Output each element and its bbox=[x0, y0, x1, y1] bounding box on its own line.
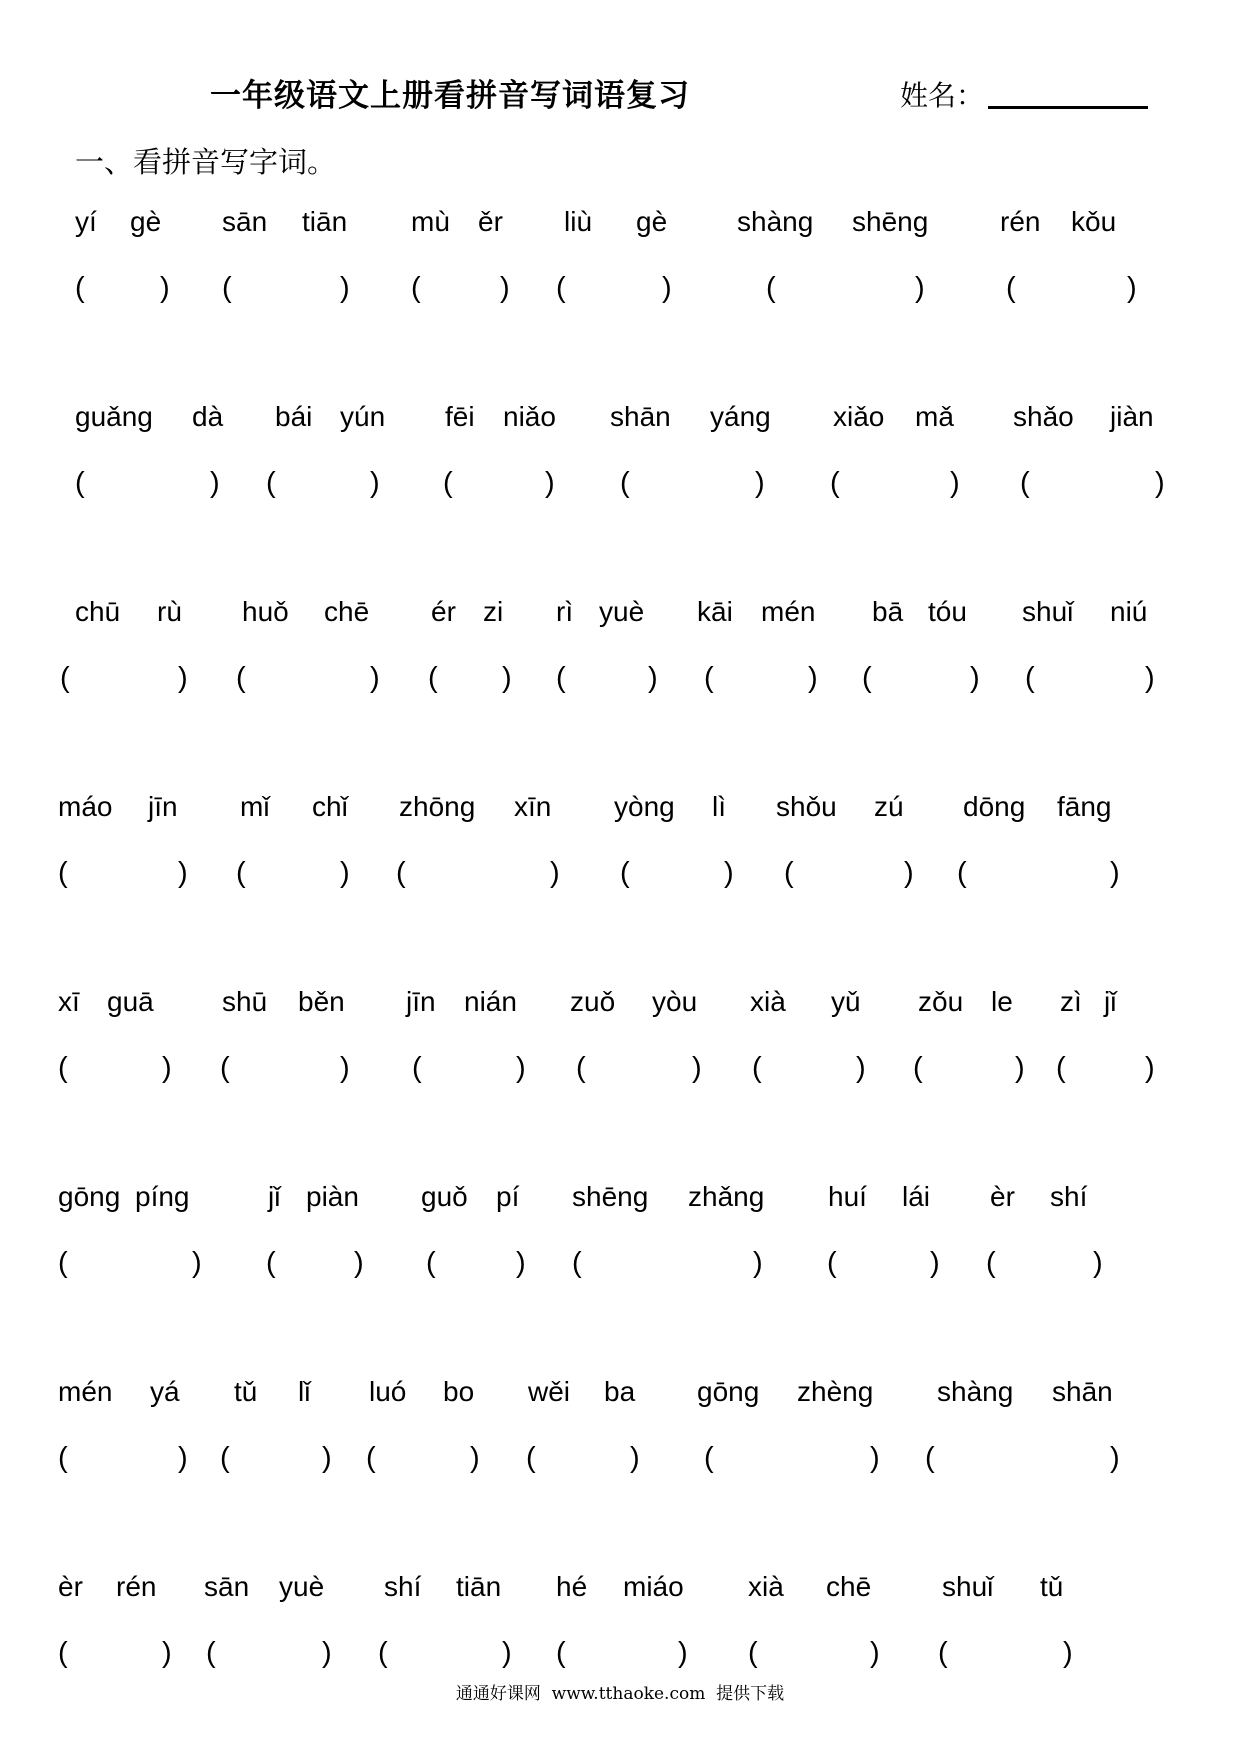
answer-paren-open: ( bbox=[925, 1442, 935, 1474]
answer-paren-close: ) bbox=[502, 662, 512, 694]
answer-paren-open: ( bbox=[206, 1637, 216, 1669]
pinyin-syllable: bái bbox=[275, 401, 313, 432]
pinyin-syllable: yáng bbox=[710, 401, 771, 432]
answer-paren-open: ( bbox=[957, 857, 967, 889]
answer-paren-open: ( bbox=[220, 1052, 230, 1084]
answer-paren-close: ) bbox=[904, 857, 914, 889]
answer-paren-open: ( bbox=[752, 1052, 762, 1084]
pinyin-syllable: chū bbox=[75, 596, 121, 627]
pinyin-syllable: pí bbox=[496, 1181, 520, 1212]
answer-paren-close: ) bbox=[856, 1052, 866, 1084]
pinyin-syllable: lǐ bbox=[298, 1376, 311, 1407]
pinyin-syllable: tǔ bbox=[234, 1376, 258, 1407]
pinyin-syllable: mù bbox=[411, 206, 450, 237]
answer-paren-close: ) bbox=[516, 1052, 526, 1084]
answer-paren-close: ) bbox=[755, 467, 765, 499]
answer-paren-open: ( bbox=[58, 857, 68, 889]
answer-paren-close: ) bbox=[1110, 857, 1120, 889]
answer-paren-open: ( bbox=[411, 272, 421, 304]
pinyin-syllable: tóu bbox=[928, 596, 967, 627]
answer-paren-open: ( bbox=[236, 662, 246, 694]
pinyin-syllable: píng bbox=[135, 1181, 190, 1212]
pinyin-syllable: lái bbox=[902, 1181, 931, 1212]
pinyin-syllable: shēng bbox=[572, 1181, 649, 1212]
pinyin-syllable: xià bbox=[748, 1571, 784, 1602]
pinyin-syllable: sān bbox=[222, 206, 268, 237]
pinyin-syllable: shuǐ bbox=[1022, 596, 1074, 627]
answer-paren-close: ) bbox=[1145, 662, 1155, 694]
answer-paren-close: ) bbox=[1063, 1637, 1073, 1669]
pinyin-syllable: mǐ bbox=[240, 791, 270, 822]
answer-paren-close: ) bbox=[630, 1442, 640, 1474]
pinyin-syllable: yuè bbox=[599, 596, 645, 627]
section-title: 一、看拼音写字词。 bbox=[75, 145, 337, 179]
pinyin-syllable: jǐ bbox=[268, 1181, 281, 1212]
pinyin-syllable: shēng bbox=[852, 206, 929, 237]
answer-paren-open: ( bbox=[396, 857, 406, 889]
pinyin-syllable: dà bbox=[192, 401, 224, 432]
answer-paren-open: ( bbox=[748, 1637, 758, 1669]
answer-paren-open: ( bbox=[443, 467, 453, 499]
pinyin-syllable: piàn bbox=[306, 1181, 359, 1212]
answer-paren-close: ) bbox=[870, 1442, 880, 1474]
pinyin-syllable: èr bbox=[58, 1571, 83, 1602]
pinyin-syllable: zhōng bbox=[399, 791, 476, 822]
answer-paren-open: ( bbox=[913, 1052, 923, 1084]
answer-paren-open: ( bbox=[426, 1247, 436, 1279]
pinyin-syllable: guǎng bbox=[75, 401, 153, 432]
answer-paren-open: ( bbox=[576, 1052, 586, 1084]
pinyin-syllable: nián bbox=[464, 986, 517, 1017]
answer-paren-close: ) bbox=[178, 662, 188, 694]
pinyin-syllable: fēi bbox=[445, 401, 475, 432]
pinyin-syllable: shǎo bbox=[1013, 401, 1074, 432]
answer-paren-open: ( bbox=[412, 1052, 422, 1084]
pinyin-syllable: yòng bbox=[614, 791, 675, 822]
answer-paren-close: ) bbox=[178, 1442, 188, 1474]
pinyin-syllable: tiān bbox=[456, 1571, 502, 1602]
pinyin-syllable: rén bbox=[1000, 206, 1041, 237]
pinyin-syllable: zuǒ bbox=[570, 986, 616, 1017]
pinyin-syllable: huǒ bbox=[242, 596, 289, 627]
answer-paren-open: ( bbox=[58, 1052, 68, 1084]
pinyin-syllable: rì bbox=[556, 596, 574, 627]
answer-paren-open: ( bbox=[938, 1637, 948, 1669]
answer-paren-close: ) bbox=[500, 272, 510, 304]
answer-paren-open: ( bbox=[556, 662, 566, 694]
pinyin-syllable: mén bbox=[761, 596, 816, 627]
name-blank-line[interactable] bbox=[988, 106, 1148, 109]
pinyin-syllable: dōng bbox=[963, 791, 1026, 822]
answer-paren-close: ) bbox=[930, 1247, 940, 1279]
pinyin-syllable: jiàn bbox=[1110, 401, 1154, 432]
answer-paren-open: ( bbox=[378, 1637, 388, 1669]
answer-paren-close: ) bbox=[354, 1247, 364, 1279]
pinyin-syllable: chǐ bbox=[312, 791, 348, 822]
pinyin-syllable: xià bbox=[750, 986, 786, 1017]
answer-paren-close: ) bbox=[160, 272, 170, 304]
answer-paren-close: ) bbox=[340, 272, 350, 304]
answer-paren-close: ) bbox=[550, 857, 560, 889]
page-title: 一年级语文上册看拼音写词语复习 bbox=[210, 78, 690, 114]
pinyin-syllable: zì bbox=[1060, 986, 1082, 1017]
answer-paren-open: ( bbox=[75, 467, 85, 499]
pinyin-syllable: bā bbox=[872, 596, 904, 627]
pinyin-syllable: yuè bbox=[279, 1571, 325, 1602]
pinyin-syllable: ěr bbox=[478, 206, 503, 237]
answer-paren-open: ( bbox=[620, 857, 630, 889]
pinyin-syllable: niú bbox=[1110, 596, 1148, 627]
pinyin-syllable: mǎ bbox=[915, 401, 954, 432]
answer-paren-close: ) bbox=[753, 1247, 763, 1279]
answer-paren-close: ) bbox=[648, 662, 658, 694]
answer-paren-close: ) bbox=[1145, 1052, 1155, 1084]
name-label: 姓名： bbox=[900, 79, 985, 112]
answer-paren-open: ( bbox=[556, 272, 566, 304]
pinyin-syllable: shí bbox=[384, 1571, 422, 1602]
pinyin-syllable: xī bbox=[58, 986, 80, 1017]
pinyin-syllable: jīn bbox=[406, 986, 436, 1017]
pinyin-syllable: hé bbox=[556, 1571, 588, 1602]
pinyin-syllable: shān bbox=[1052, 1376, 1113, 1407]
answer-paren-open: ( bbox=[986, 1247, 996, 1279]
pinyin-syllable: èr bbox=[990, 1181, 1015, 1212]
pinyin-syllable: sān bbox=[204, 1571, 250, 1602]
answer-paren-open: ( bbox=[428, 662, 438, 694]
answer-paren-close: ) bbox=[724, 857, 734, 889]
answer-paren-open: ( bbox=[620, 467, 630, 499]
pinyin-syllable: gōng bbox=[58, 1181, 121, 1212]
answer-paren-close: ) bbox=[662, 272, 672, 304]
pinyin-syllable: luó bbox=[369, 1376, 407, 1407]
pinyin-syllable: zhèng bbox=[797, 1376, 874, 1407]
answer-paren-open: ( bbox=[830, 467, 840, 499]
pinyin-syllable: zi bbox=[483, 596, 504, 627]
pinyin-syllable: gōng bbox=[697, 1376, 760, 1407]
pinyin-syllable: gè bbox=[636, 206, 668, 237]
answer-paren-close: ) bbox=[178, 857, 188, 889]
pinyin-syllable: guǒ bbox=[421, 1181, 468, 1212]
pinyin-syllable: kāi bbox=[697, 596, 733, 627]
answer-paren-open: ( bbox=[862, 662, 872, 694]
pinyin-syllable: tiān bbox=[302, 206, 348, 237]
pinyin-syllable: liù bbox=[564, 206, 593, 237]
pinyin-syllable: yí bbox=[75, 206, 97, 237]
pinyin-syllable: shuǐ bbox=[942, 1571, 994, 1602]
answer-paren-open: ( bbox=[58, 1247, 68, 1279]
answer-paren-open: ( bbox=[266, 1247, 276, 1279]
answer-paren-close: ) bbox=[322, 1637, 332, 1669]
pinyin-syllable: zhǎng bbox=[688, 1181, 765, 1212]
pinyin-syllable: niǎo bbox=[503, 401, 556, 432]
answer-paren-close: ) bbox=[692, 1052, 702, 1084]
answer-paren-close: ) bbox=[502, 1637, 512, 1669]
answer-paren-close: ) bbox=[870, 1637, 880, 1669]
pinyin-syllable: le bbox=[991, 986, 1013, 1017]
pinyin-syllable: jǐ bbox=[1104, 986, 1117, 1017]
pinyin-syllable: chē bbox=[826, 1571, 872, 1602]
answer-paren-open: ( bbox=[526, 1442, 536, 1474]
pinyin-syllable: tǔ bbox=[1040, 1571, 1064, 1602]
pinyin-syllable: shàng bbox=[737, 206, 814, 237]
pinyin-syllable: miáo bbox=[623, 1571, 684, 1602]
pinyin-syllable: máo bbox=[58, 791, 113, 822]
answer-paren-open: ( bbox=[1020, 467, 1030, 499]
pinyin-syllable: chē bbox=[324, 596, 370, 627]
answer-paren-close: ) bbox=[1015, 1052, 1025, 1084]
answer-paren-close: ) bbox=[1155, 467, 1165, 499]
answer-paren-close: ) bbox=[516, 1247, 526, 1279]
pinyin-syllable: ér bbox=[431, 596, 456, 627]
answer-paren-open: ( bbox=[236, 857, 246, 889]
pinyin-syllable: shí bbox=[1050, 1181, 1088, 1212]
answer-paren-open: ( bbox=[58, 1442, 68, 1474]
pinyin-syllable: rén bbox=[116, 1571, 157, 1602]
answer-paren-open: ( bbox=[60, 662, 70, 694]
answer-paren-open: ( bbox=[827, 1247, 837, 1279]
answer-paren-close: ) bbox=[545, 467, 555, 499]
answer-paren-open: ( bbox=[58, 1637, 68, 1669]
footer-source: 通通好课网 www.tthaoke.com 提供下载 bbox=[455, 1684, 785, 1704]
pinyin-syllable: jīn bbox=[148, 791, 178, 822]
answer-paren-close: ) bbox=[1127, 272, 1137, 304]
answer-paren-open: ( bbox=[75, 272, 85, 304]
pinyin-syllable: yá bbox=[150, 1376, 180, 1407]
pinyin-syllable: mén bbox=[58, 1376, 113, 1407]
pinyin-syllable: kǒu bbox=[1071, 206, 1117, 237]
answer-paren-close: ) bbox=[1093, 1247, 1103, 1279]
pinyin-syllable: yǔ bbox=[831, 986, 861, 1017]
pinyin-syllable: běn bbox=[298, 986, 345, 1017]
pinyin-syllable: yòu bbox=[652, 986, 698, 1017]
pinyin-syllable: zú bbox=[874, 791, 904, 822]
pinyin-syllable: gè bbox=[130, 206, 162, 237]
answer-paren-open: ( bbox=[572, 1247, 582, 1279]
answer-paren-open: ( bbox=[556, 1637, 566, 1669]
answer-paren-close: ) bbox=[370, 467, 380, 499]
answer-paren-close: ) bbox=[340, 857, 350, 889]
answer-paren-open: ( bbox=[704, 662, 714, 694]
answer-paren-open: ( bbox=[1056, 1052, 1066, 1084]
answer-paren-close: ) bbox=[370, 662, 380, 694]
answer-paren-close: ) bbox=[162, 1637, 172, 1669]
answer-paren-open: ( bbox=[766, 272, 776, 304]
pinyin-syllable: shàng bbox=[937, 1376, 1014, 1407]
answer-paren-close: ) bbox=[340, 1052, 350, 1084]
pinyin-syllable: zǒu bbox=[918, 986, 964, 1017]
answer-paren-open: ( bbox=[1006, 272, 1016, 304]
answer-paren-open: ( bbox=[222, 272, 232, 304]
pinyin-syllable: shān bbox=[610, 401, 671, 432]
answer-paren-open: ( bbox=[366, 1442, 376, 1474]
answer-paren-close: ) bbox=[162, 1052, 172, 1084]
answer-paren-close: ) bbox=[210, 467, 220, 499]
pinyin-syllable: xīn bbox=[514, 791, 552, 822]
pinyin-syllable: bo bbox=[443, 1376, 475, 1407]
answer-paren-close: ) bbox=[950, 467, 960, 499]
answer-paren-open: ( bbox=[1025, 662, 1035, 694]
answer-paren-open: ( bbox=[704, 1442, 714, 1474]
answer-paren-close: ) bbox=[808, 662, 818, 694]
pinyin-syllable: rù bbox=[157, 596, 182, 627]
pinyin-syllable: yún bbox=[340, 401, 386, 432]
answer-paren-close: ) bbox=[1110, 1442, 1120, 1474]
pinyin-syllable: lì bbox=[712, 791, 726, 822]
answer-paren-open: ( bbox=[784, 857, 794, 889]
pinyin-syllable: ba bbox=[604, 1376, 636, 1407]
answer-paren-close: ) bbox=[678, 1637, 688, 1669]
pinyin-syllable: shǒu bbox=[776, 791, 837, 822]
pinyin-syllable: wěi bbox=[528, 1376, 571, 1407]
answer-paren-close: ) bbox=[470, 1442, 480, 1474]
answer-paren-close: ) bbox=[970, 662, 980, 694]
pinyin-syllable: shū bbox=[222, 986, 268, 1017]
pinyin-syllable: huí bbox=[828, 1181, 867, 1212]
pinyin-syllable: fāng bbox=[1057, 791, 1112, 822]
answer-paren-close: ) bbox=[322, 1442, 332, 1474]
answer-paren-close: ) bbox=[915, 272, 925, 304]
pinyin-syllable: guā bbox=[107, 986, 154, 1017]
answer-paren-open: ( bbox=[220, 1442, 230, 1474]
answer-paren-close: ) bbox=[192, 1247, 202, 1279]
pinyin-syllable: xiǎo bbox=[833, 401, 885, 432]
answer-paren-open: ( bbox=[266, 467, 276, 499]
